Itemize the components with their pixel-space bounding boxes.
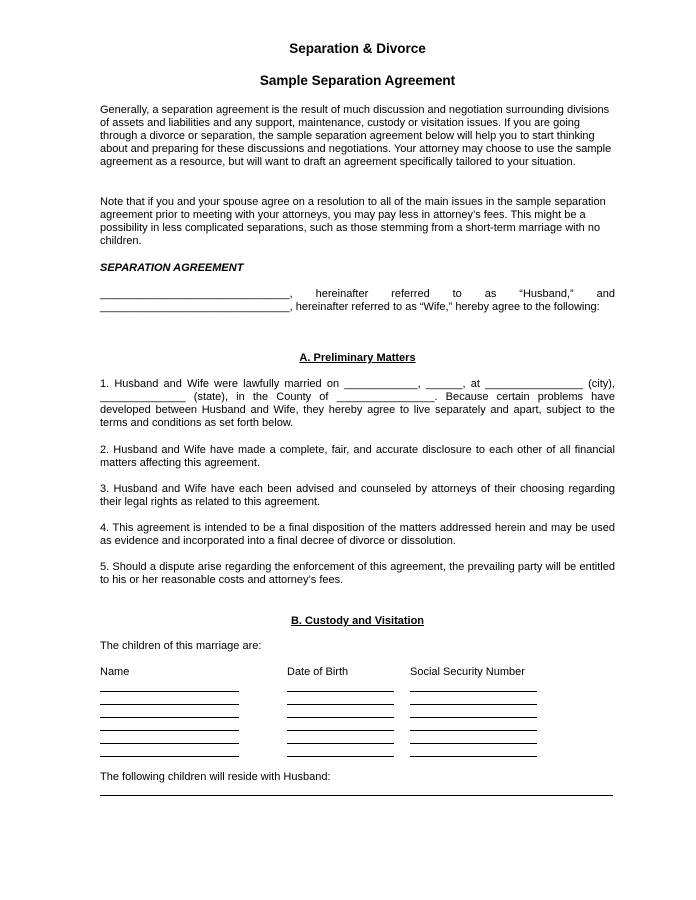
dob-blank — [287, 717, 394, 718]
dob-blank — [287, 756, 394, 757]
item-4: 4. This agreement is intended to be a final disposition of the matters addressed herein and may be used as evidence and incorporated into a final decree of divorce or dissolution. — [100, 522, 615, 547]
item-3: 3. Husband and Wife have each been advised and counseled by attorneys of their choosing regarding their legal rights as related to this agreement. — [100, 483, 615, 508]
name-blank — [100, 756, 239, 757]
parties-paragraph: _______________________________, hereinafter referred to as “Husband,” and _______________________________, hereinafter referred to as “Wife,” hereby agree to the following: — [100, 288, 615, 313]
ssn-blank — [410, 704, 537, 705]
dob-blank — [287, 743, 394, 744]
name-blank — [100, 730, 239, 731]
name-blank — [100, 717, 239, 718]
column-name-header: Name — [100, 666, 130, 678]
doc-subtitle: Sample Separation Agreement — [259, 73, 456, 88]
ssn-blank — [410, 730, 537, 731]
reside-husband-blank-line — [100, 795, 613, 796]
item-5: 5. Should a dispute arise regarding the enforcement of this agreement, the prevailing party will be entitled to his or her reasonable costs and attorney’s fees. — [100, 561, 615, 586]
item-1: 1. Husband and Wife were lawfully married on ____________, ______, at ________________ (city), ______________ (state), in the County of ________________. Because certain problems have developed between Husband and Wife, they hereby agree to live separately and apart, subject to the terms and conditions as set forth below. — [100, 378, 615, 429]
reside-husband-label: The following children will reside with Husband: — [100, 771, 331, 783]
dob-blank — [287, 691, 394, 692]
name-blank — [100, 691, 239, 692]
doc-title: Separation & Divorce — [289, 41, 426, 56]
intro-paragraph-1: Generally, a separation agreement is the result of much discussion and negotiation surrounding divisions of assets and liabilities and any support, maintenance, custody or visitation issues. If you are going through a divorce or separation, the sample separation agreement below will help you to start thinking about and preparing for these discussions and negotiations. Your attorney may choose to use the sample agreement as a resource, but will want to draft an agreement specifically tailored to your situation. — [100, 104, 612, 168]
ssn-blank — [410, 717, 537, 718]
dob-blank — [287, 704, 394, 705]
intro-paragraph-2: Note that if you and your spouse agree on a resolution to all of the main issues in the sample separation agreement prior to meeting with your attorneys, you may pay less in attorney’s fees. This might be a possibility in less complicated separations, such as those stemming from a short-term marriage with no children. — [100, 196, 606, 247]
item-2: 2. Husband and Wife have made a complete, fair, and accurate disclosure to each other of all financial matters affecting this agreement. — [100, 444, 615, 469]
name-blank — [100, 743, 239, 744]
ssn-blank — [410, 743, 537, 744]
dob-blank — [287, 730, 394, 731]
agreement-heading: SEPARATION AGREEMENT — [100, 262, 244, 274]
column-dob-header: Date of Birth — [287, 666, 349, 678]
column-ssn-header: Social Security Number — [410, 666, 525, 678]
section-b-heading: B. Custody and Visitation — [290, 615, 425, 627]
section-a-heading: A. Preliminary Matters — [299, 352, 416, 364]
ssn-blank — [410, 756, 537, 757]
name-blank — [100, 704, 239, 705]
ssn-blank — [410, 691, 537, 692]
children-intro: The children of this marriage are: — [100, 640, 262, 652]
